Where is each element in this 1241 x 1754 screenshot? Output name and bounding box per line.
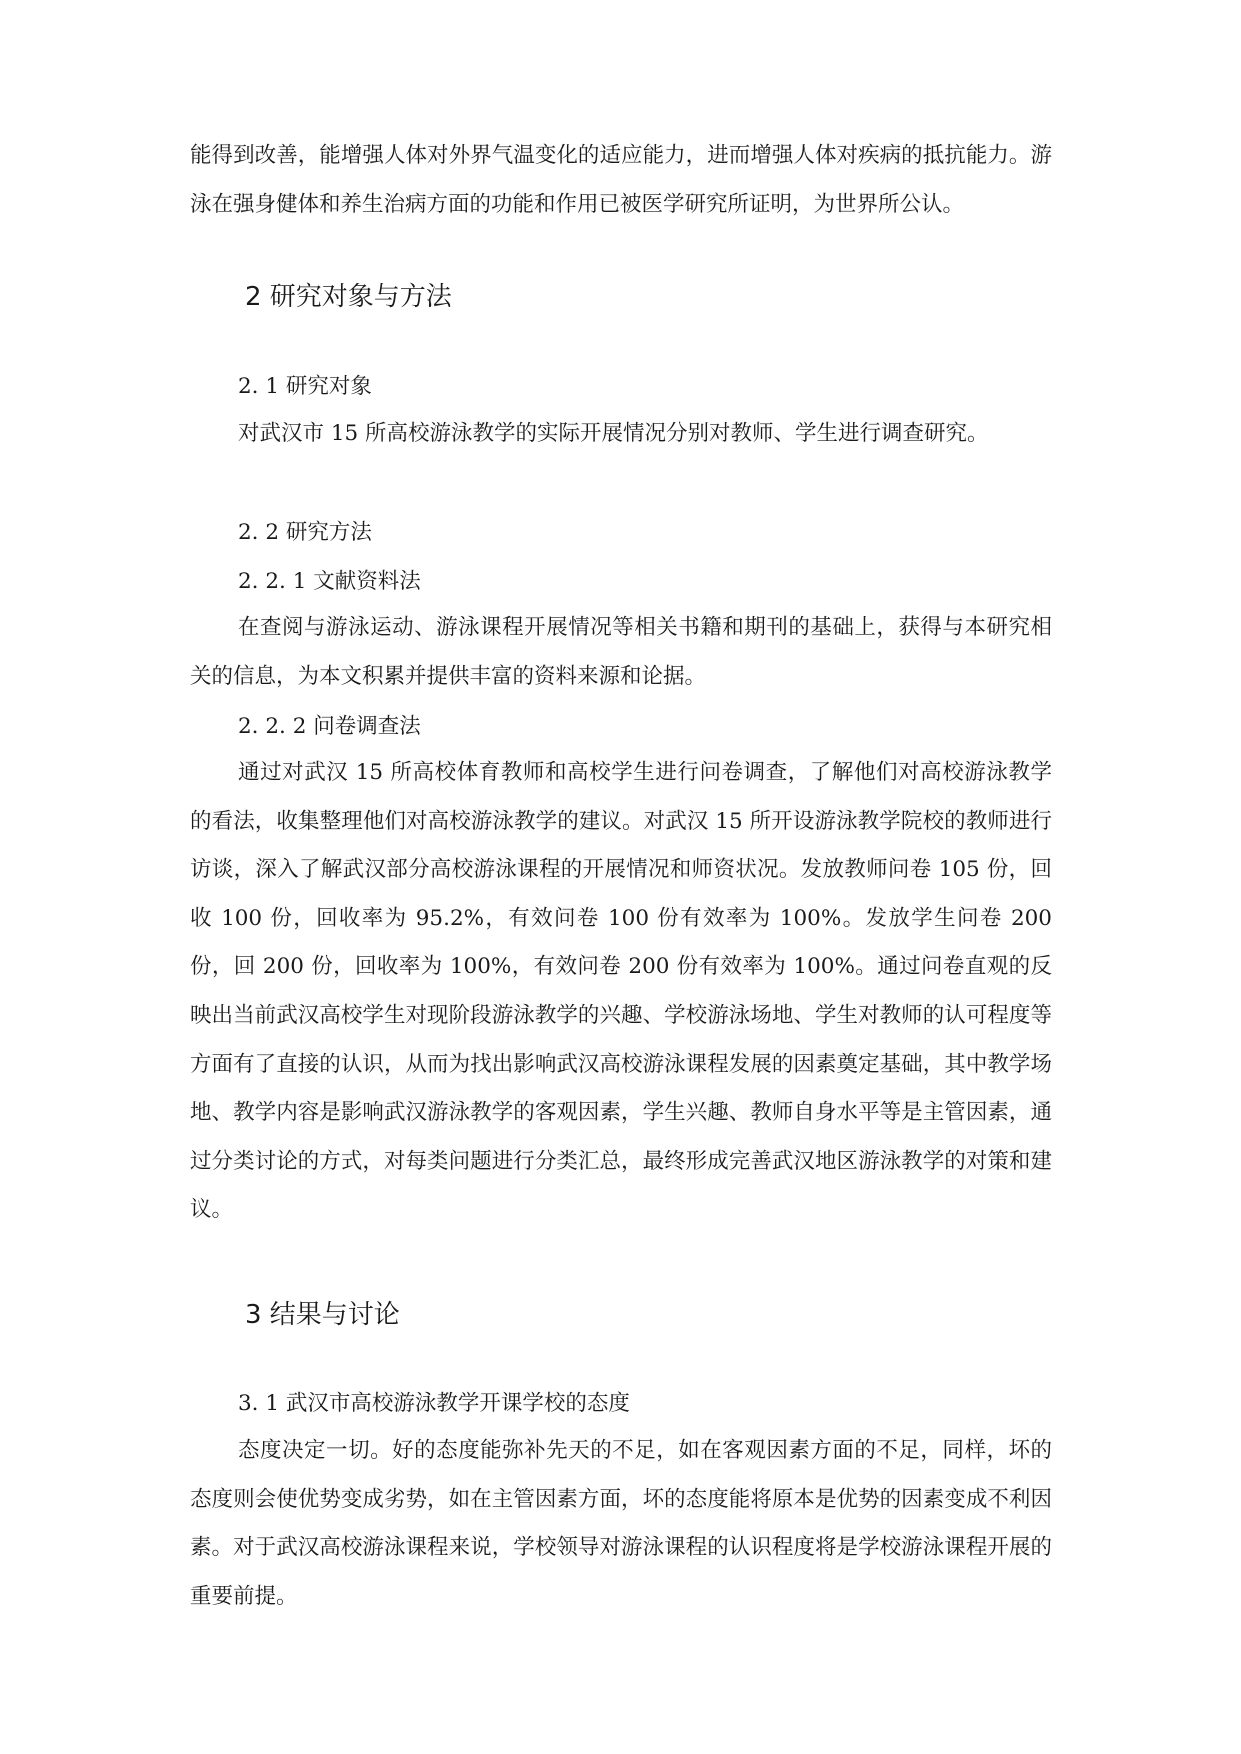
subsection-heading-2-2: 2. 2 研究方法 — [238, 520, 372, 545]
paragraph-school-attitude: 态度决定一切。好的态度能弥补先天的不足，如在客观因素方面的不足，同样，坏的态度则会使优势变成劣势，如在主管因素方面，坏的态度能将原本是优势的因素变成不利因素。对于武汉高校游泳课程来说，学校领导对游泳课程的认识程度将是学校游泳课程开展的重要前提。 — [190, 1438, 1052, 1609]
section-heading-3: 3 结果与讨论 — [245, 1300, 400, 1330]
subsection-heading-3-1: 3. 1 武汉市高校游泳教学开课学校的态度 — [238, 1391, 630, 1416]
paragraph-questionnaire-method: 通过对武汉 15 所高校体育教师和高校学生进行问卷调查，了解他们对高校游泳教学的看法，收集整理他们对高校游泳教学的建议。对武汉 15 所开设游泳教学院校的教师进行访谈，深入了解武汉部分高校游泳课程的开展情况和师资状况。发放教师问卷 105 份，回收 100 份，回收率为 95.2%，有效问卷 100 份有效率为 100%。发放学生问卷 200 份，回 200 份，回收率为 100%，有效问卷 200 份有效率为 100%。通过问卷直观的反映出当前武汉高校学生对现阶段游泳教学的兴趣、学校游泳场地、学生对教师的认可程度等方面有了直接的认识，从而为找出影响武汉高校游泳课程发展的因素奠定基础，其中教学场地、教学内容是影响武汉游泳教学的客观因素，学生兴趣、教师自身水平等是主管因素，通过分类讨论的方式，对每类问题进行分类汇总，最终形成完善武汉地区游泳教学的对策和建议。 — [190, 760, 1052, 1223]
paragraph-literature-method: 在查阅与游泳运动、游泳课程开展情况等相关书籍和期刊的基础上，获得与本研究相关的信息，为本文积累并提供丰富的资料来源和论据。 — [190, 615, 1052, 689]
subsection-heading-2-1: 2. 1 研究对象 — [238, 374, 372, 399]
section-heading-2: 2 研究对象与方法 — [245, 282, 452, 312]
paragraph-intro-continued: 能得到改善，能增强人体对外界气温变化的适应能力，进而增强人体对疾病的抵抗能力。游泳在强身健体和养生治病方面的功能和作用已被医学研究所证明，为世界所公认。 — [190, 143, 1052, 217]
subsection-heading-2-2-2: 2. 2. 2 问卷调查法 — [238, 714, 421, 739]
paragraph-research-subject: 对武汉市 15 所高校游泳教学的实际开展情况分别对教师、学生进行调查研究。 — [238, 421, 989, 446]
subsection-heading-2-2-1: 2. 2. 1 文献资料法 — [238, 569, 421, 594]
